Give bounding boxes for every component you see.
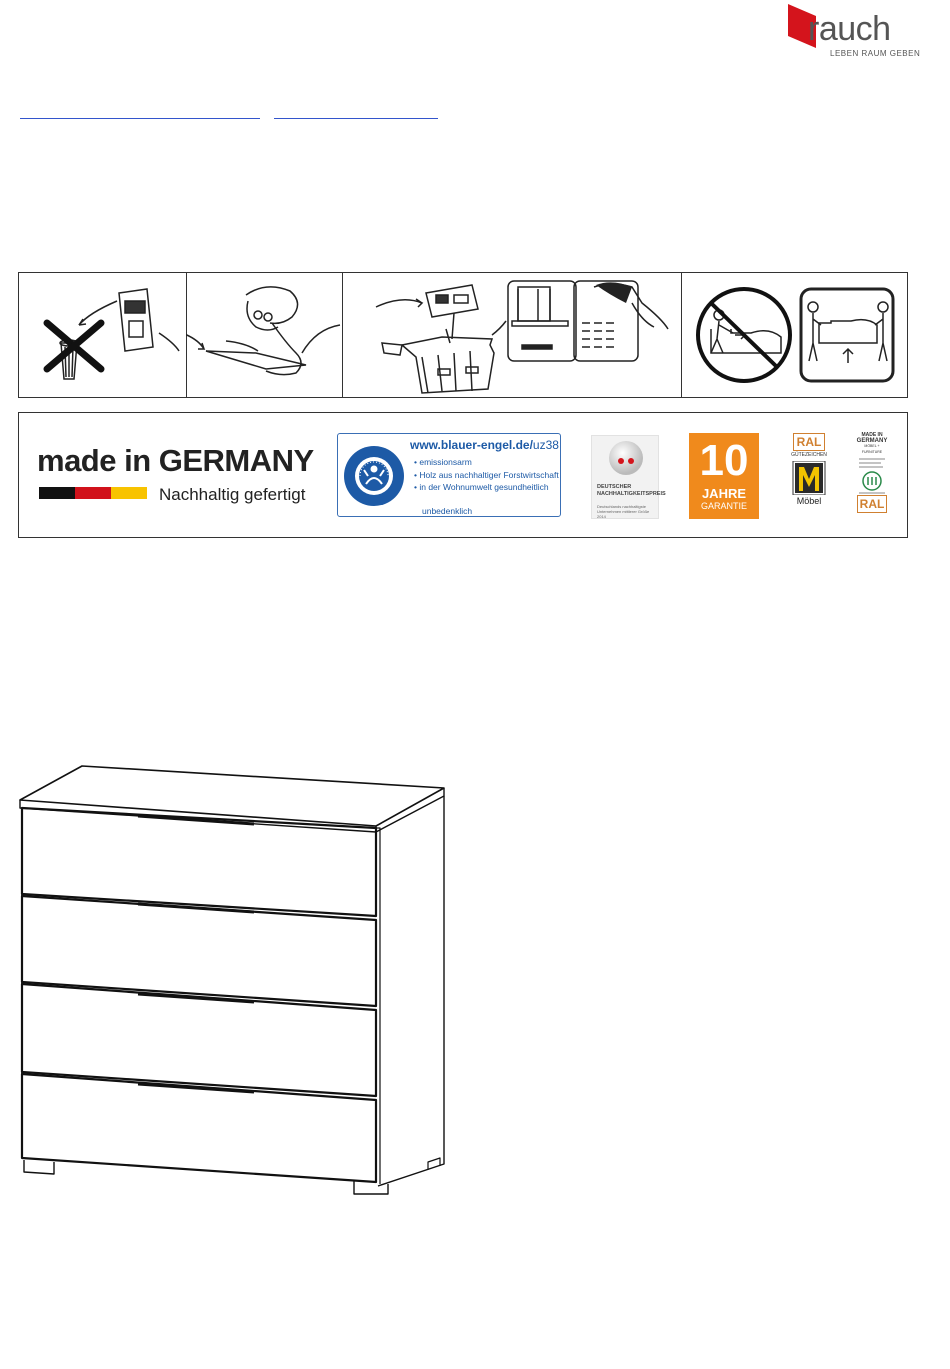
certification-badges: [18, 412, 908, 538]
reading-person-icon: [186, 273, 342, 397]
brand-name: rauch: [808, 10, 891, 48]
mig-line1: MADE IN: [861, 432, 883, 438]
flag-stripe-black: [39, 487, 75, 499]
ral-logo: RAL: [793, 433, 825, 451]
dresser-drawing: [18, 760, 452, 1200]
pictogram-lift-not-push: [681, 273, 907, 397]
pictogram-read-instructions: [186, 273, 343, 397]
ral-seal-icon: [855, 455, 889, 495]
lift-furniture-icon: [681, 273, 907, 397]
ral-moebel-badge: [791, 433, 827, 519]
rauch-logo: [786, 2, 921, 62]
nachhaltigkeitspreis-badge: [591, 435, 666, 519]
moebel-label: Möbel: [796, 495, 822, 506]
blauer-engel-url[interactable]: www.blauer-engel.de/uz38: [410, 438, 559, 452]
brand-tagline: LEBEN RAUM GEBEN: [830, 49, 921, 58]
criteria-item: • in der Wohnumwelt gesundheitlich: [414, 481, 559, 494]
blauer-engel-criteria: [414, 456, 559, 494]
pictogram-keep-instructions: [19, 273, 187, 397]
award-sphere-icon: [592, 436, 660, 482]
blauer-engel-seal-icon: [340, 436, 410, 516]
chest-of-drawers-illustration: [18, 760, 452, 1205]
garantie-label: GARANTIE: [700, 501, 747, 511]
award-title: DEUTSCHER NACHHALTIGKEITSPREIS: [597, 484, 666, 497]
hyperlink-2[interactable]: [274, 104, 438, 119]
award-subtitle: Deutschlands nachhaltigste Unternehmen mittlerer Größe 2014: [597, 504, 650, 519]
flag-stripe-gold: [111, 487, 147, 499]
mig-line3: MÖBEL + FURNITURE: [861, 444, 883, 454]
blauer-engel-badge: [337, 433, 561, 517]
garantie-badge: [689, 433, 759, 519]
moebel-m-icon: [791, 461, 827, 495]
no-trash-icon: [19, 273, 186, 397]
hyperlink-1[interactable]: [20, 104, 260, 119]
made-in-germany-title: made in GERMANY: [37, 443, 314, 478]
criteria-item: • emissionsarm: [414, 456, 559, 469]
flag-stripe-red: [75, 487, 111, 499]
garantie-jahre: JAHRE: [701, 486, 747, 501]
pictogram-store-instructions: [342, 273, 682, 397]
ral-made-in-germany-badge: [855, 433, 889, 521]
criteria-item-continued: unbedenklich: [422, 506, 473, 516]
garantie-years: 10: [699, 436, 749, 485]
made-in-germany-subtitle: Nachhaltig gefertigt: [159, 485, 306, 504]
mig-line2: GERMANY: [856, 437, 888, 444]
ral-logo-bottom: RAL: [857, 495, 887, 513]
guetezeichen-label: GÜTEZEICHEN: [791, 452, 827, 458]
criteria-item: • Holz aus nachhaltiger Forstwirtschaft: [414, 469, 559, 482]
file-folder-icon: [342, 273, 681, 397]
instruction-pictograms: [18, 272, 908, 398]
